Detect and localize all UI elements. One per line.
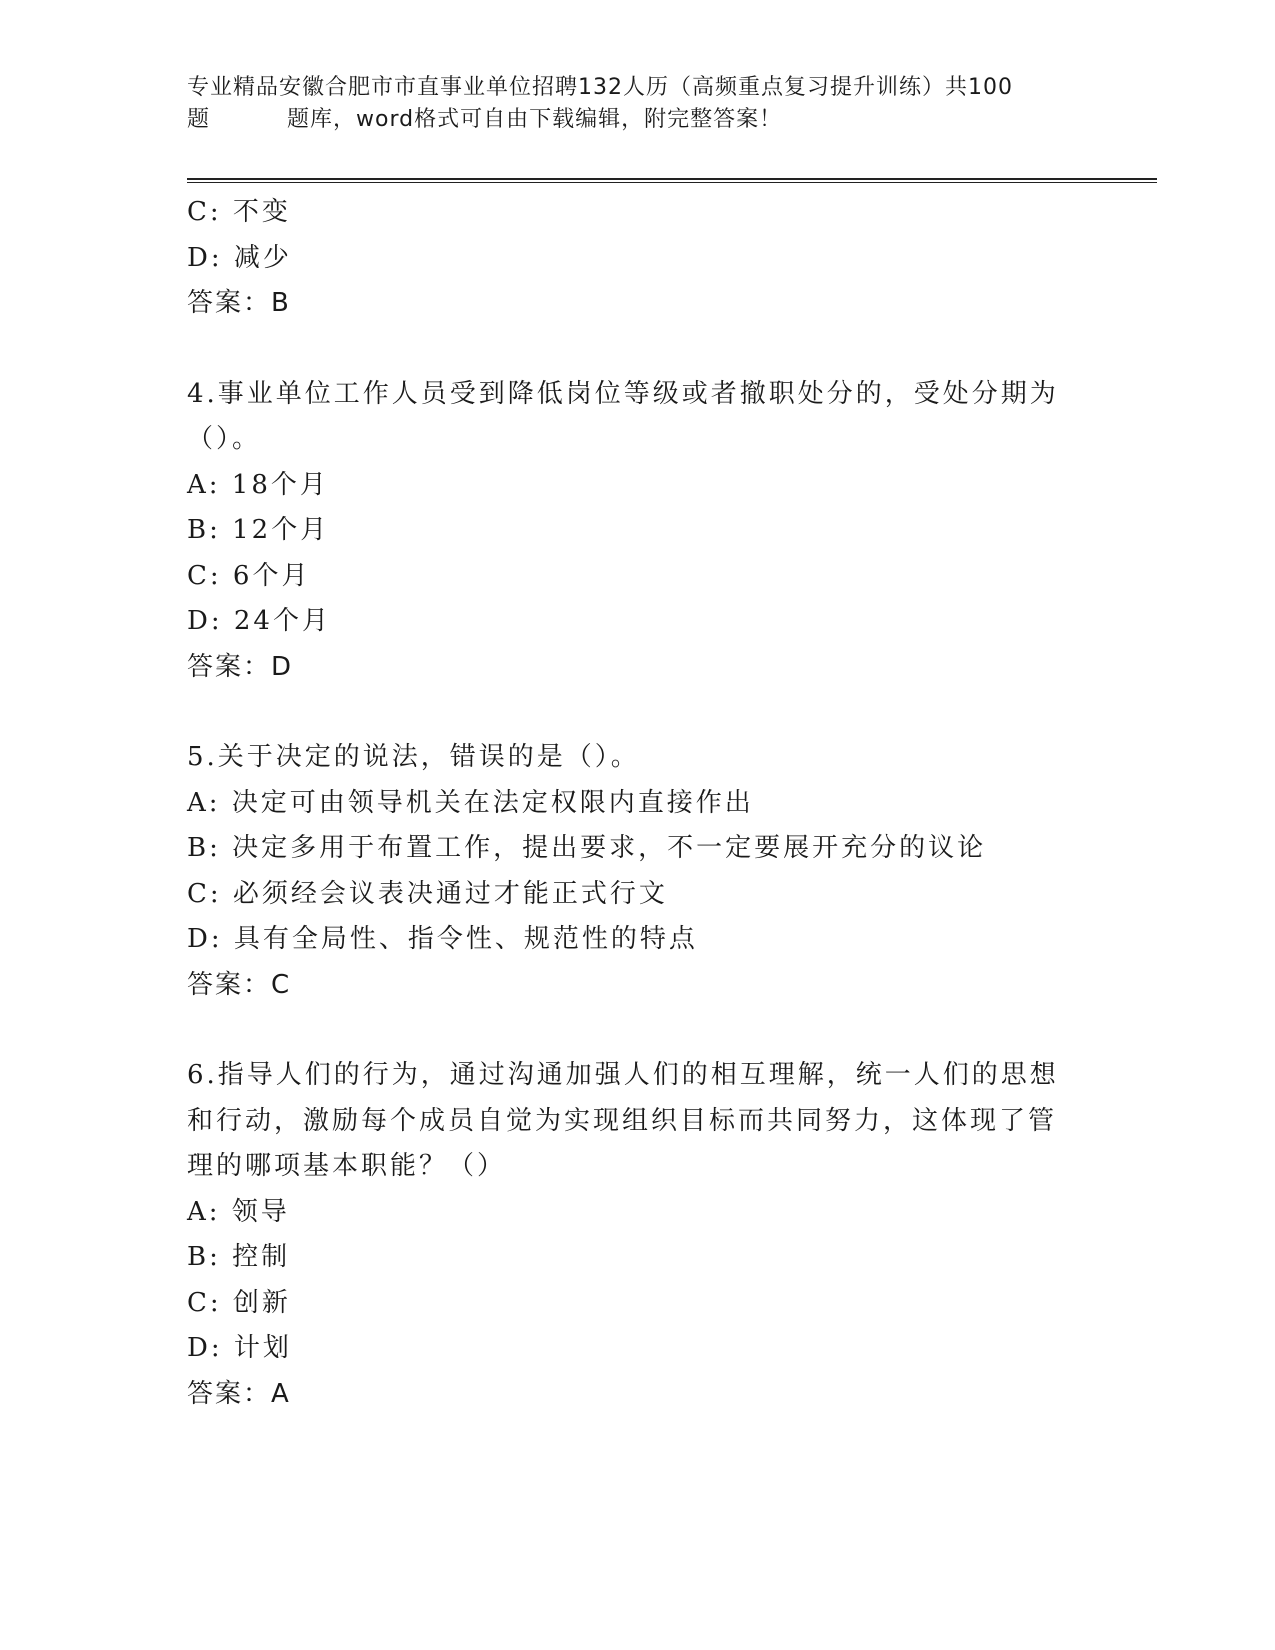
option-d: D: 计划 xyxy=(187,1333,292,1363)
answer-line: 答案：D xyxy=(187,651,294,682)
option-a: A: 18个月 xyxy=(187,469,329,500)
option-a: A: 领导 xyxy=(187,1196,290,1227)
question-stem: （）。 xyxy=(187,424,262,454)
question-stem: 理的哪项基本职能？（） xyxy=(187,1151,507,1181)
question-5 xyxy=(187,735,1087,1008)
question-stem: 4.事业单位工作人员受到降低岗位等级或者撤职处分的，受处分期为 xyxy=(187,378,1059,409)
question-stem: 6.指导人们的行为，通过沟通加强人们的相互理解，统一人们的思想 xyxy=(187,1060,1059,1090)
question-stem: 5.关于决定的说法，错误的是（）。 xyxy=(187,742,640,772)
answer-line: 答案：C xyxy=(187,969,292,1000)
header-title-line2 xyxy=(187,104,1087,136)
question-6 xyxy=(187,1053,1087,1417)
option-b: B: 决定多用于布置工作，提出要求，不一定要展开充分的议论 xyxy=(187,833,987,863)
option-d: D: 24个月 xyxy=(187,606,331,636)
document-body xyxy=(187,190,1087,1417)
option-c: C: 必须经会议表决通过才能正式行文 xyxy=(187,878,668,909)
question-4 xyxy=(187,372,1087,691)
option-b: B: 控制 xyxy=(187,1242,291,1272)
question-3-tail xyxy=(187,190,1087,327)
header-title-line1: 专业精品安徽合肥市市直事业单位招聘132人历（高频重点复习提升训练）共100 xyxy=(187,75,1013,100)
option-b: B: 12个月 xyxy=(187,515,330,545)
option-c: C: 创新 xyxy=(187,1287,291,1318)
header-title-line2-prefix: 题 xyxy=(187,107,211,132)
document-header xyxy=(187,72,1087,136)
header-title-line2-rest: 题库，word格式可自由下载编辑，附完整答案！ xyxy=(287,107,783,132)
answer-line: 答案：B xyxy=(187,288,291,318)
answer-line: 答案：A xyxy=(187,1378,291,1409)
option-d: D: 具有全局性、指令性、规范性的特点 xyxy=(187,924,698,954)
question-stem: 和行动，激励每个成员自觉为实现组织目标而共同努力，这体现了管 xyxy=(187,1105,1058,1136)
option-c: C: 不变 xyxy=(187,197,291,227)
option-a: A: 决定可由领导机关在法定权限内直接作出 xyxy=(187,787,754,818)
option-c: C: 6个月 xyxy=(187,560,311,591)
header-divider xyxy=(187,178,1157,183)
option-d: D: 减少 xyxy=(187,242,292,273)
